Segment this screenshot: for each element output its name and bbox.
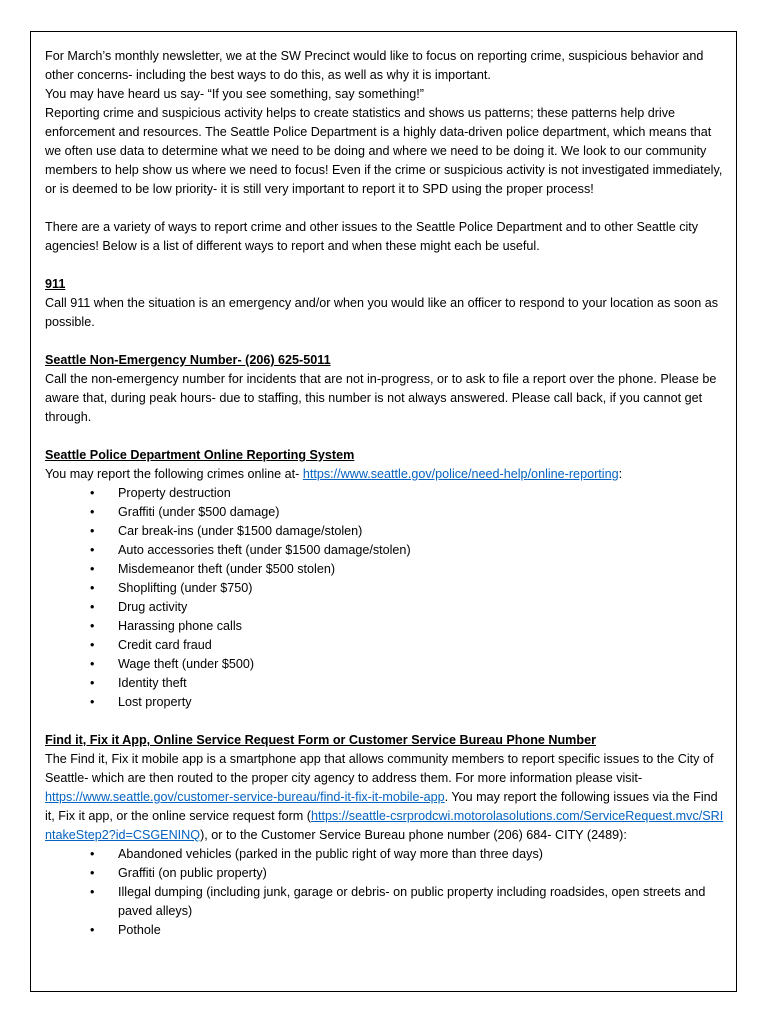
heading-911: 911 (45, 277, 66, 291)
online-reporting-lead (45, 465, 730, 484)
find-it-fix-it-paragraph (45, 750, 730, 845)
findit-text-1: The Find it, Fix it mobile app is a smartphone app that allows community members to report specific issues to the City of Seattle- which are then routed to the proper city agency to address them. For more information please visit- (45, 752, 714, 785)
ways-to-report-paragraph: There are a variety of ways to report crime and other issues to the Seattle Police Department and to other Seattle city agencies! Below is a list of different ways to report and when these might each be useful. (45, 220, 699, 253)
list-item: • Identity theft (90, 674, 730, 693)
heading-online-reporting: Seattle Police Department Online Reporting System (45, 448, 355, 462)
text-911: Call 911 when the situation is an emergency and/or when you would like an officer to respond to your location as soon as possible. (45, 296, 719, 329)
list-item: • Illegal dumping (including junk, garage or debris- on public property including roadsides, open streets and paved alleys) (90, 883, 730, 921)
find-it-fix-it-app-link[interactable]: https://www.seattle.gov/customer-service-bureau/find-it-fix-it-mobile-app (45, 790, 445, 804)
list-item: • Auto accessories theft (under $1500 damage/stolen) (90, 541, 730, 560)
list-item: • Misdemeanor theft (under $500 stolen) (90, 560, 730, 579)
list-item: • Property destruction (90, 484, 730, 503)
list-item: • Car break-ins (under $1500 damage/stolen) (90, 522, 730, 541)
text-non-emergency: Call the non-emergency number for incidents that are not in-progress, or to ask to file a report over the phone. Please be aware that, during peak hours- due to staffing, this number is not always answered. Please call back, if you cannot get through. (45, 372, 717, 424)
service-request-form-link[interactable]: https://seattle-csrprodcwi.motorolasolutions.com/ServiceRequest.mvc/SRIntakeStep2?id=CSGENINQ (45, 809, 724, 842)
list-item: • Pothole (90, 921, 730, 940)
newsletter-body (45, 47, 730, 940)
findit-text-3: ), or to the Customer Service Bureau phone number (206) 684- CITY (2489): (200, 828, 627, 842)
online-crimes-list (45, 484, 730, 712)
list-item: • Abandoned vehicles (parked in the public right of way more than three days) (90, 845, 730, 864)
online-lead-text: You may report the following crimes online at- (45, 467, 303, 481)
intro-paragraph: For March’s monthly newsletter, we at the SW Precinct would like to focus on reporting crime, suspicious behavior and other concerns- including the best ways to do this, as well as why it is important. (45, 49, 704, 82)
list-item: • Lost property (90, 693, 730, 712)
why-report-paragraph: Reporting crime and suspicious activity helps to create statistics and shows us patterns; these patterns help drive enforcement and resources. The Seattle Police Department is a highly data-driven police department, which means that we often use data to determine what we need to be doing and where we need to be doing it. We look to our community members to help show us where we need to focus! Even if the crime or suspicious activity is not investigated immediately, or is deemed to be low priority- it is still very important to report it to SPD using the proper process! (45, 106, 723, 196)
heading-find-it-fix-it: Find it, Fix it App, Online Service Request Form or Customer Service Bureau Phone Number (45, 733, 596, 747)
list-item: • Harassing phone calls (90, 617, 730, 636)
heading-non-emergency: Seattle Non-Emergency Number- (206) 625-5011 (45, 353, 331, 367)
list-item: • Shoplifting (under $750) (90, 579, 730, 598)
findit-text-2: . You may report the following issues via the Find it, Fix it app, or the online service request form ( (45, 790, 718, 823)
list-item: • Drug activity (90, 598, 730, 617)
online-lead-colon: : (618, 467, 623, 481)
list-item: • Graffiti (on public property) (90, 864, 730, 883)
list-item: • Credit card fraud (90, 636, 730, 655)
list-item: • Wage theft (under $500) (90, 655, 730, 674)
list-item: • Graffiti (under $500 damage) (90, 503, 730, 522)
slogan-line: You may have heard us say- “If you see something, say something!” (45, 87, 424, 101)
online-reporting-link[interactable]: https://www.seattle.gov/police/need-help/online-reporting (302, 467, 619, 481)
find-it-issues-list (45, 845, 730, 940)
